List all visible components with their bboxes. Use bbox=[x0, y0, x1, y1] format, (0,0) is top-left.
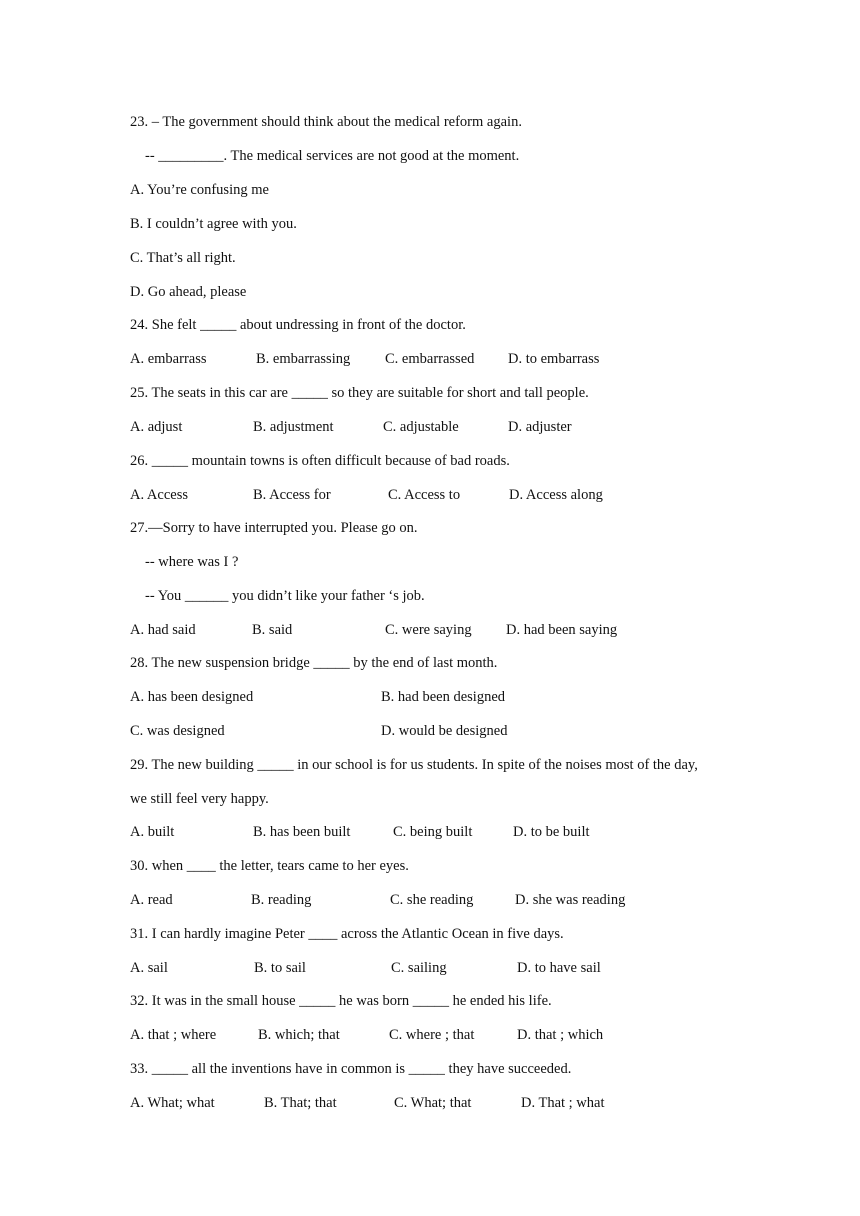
question-32-stem: 32. It was in the small house _____ he was born _____ he ended his life. bbox=[130, 993, 552, 1009]
question-23-reply: -- _________. The medical services are not good at the moment. bbox=[145, 148, 520, 164]
question-32-option-a: A. that ; where bbox=[130, 1027, 217, 1043]
question-24-stem: 24. She felt _____ about undressing in front of the doctor. bbox=[130, 317, 466, 333]
question-28-option-c: C. was designed bbox=[130, 723, 225, 739]
question-23-stem: 23. – The government should think about the medical reform again. bbox=[130, 114, 522, 130]
question-26-stem: 26. _____ mountain towns is often difficult because of bad roads. bbox=[130, 453, 510, 469]
question-26-option-d: D. Access along bbox=[509, 487, 603, 503]
question-24-option-b: B. embarrassing bbox=[256, 351, 351, 367]
question-23-option-a: A. You’re confusing me bbox=[130, 182, 269, 198]
question-27-stem: 27.—Sorry to have interrupted you. Please go on. bbox=[130, 520, 418, 536]
question-25-option-b: B. adjustment bbox=[253, 419, 334, 435]
question-26-option-b: B. Access for bbox=[253, 487, 331, 503]
question-30-option-d: D. she was reading bbox=[515, 892, 626, 908]
question-25-option-c: C. adjustable bbox=[383, 419, 459, 435]
question-23-option-d: D. Go ahead, please bbox=[130, 284, 247, 300]
question-30-option-a: A. read bbox=[130, 892, 173, 908]
question-24-option-d: D. to embarrass bbox=[508, 351, 600, 367]
question-27-line-2: -- where was I ? bbox=[145, 554, 239, 570]
question-32-option-d: D. that ; which bbox=[517, 1027, 604, 1043]
question-28-option-a: A. has been designed bbox=[130, 689, 254, 705]
question-31-option-b: B. to sail bbox=[254, 960, 306, 976]
question-23-option-b: B. I couldn’t agree with you. bbox=[130, 216, 297, 232]
question-31-stem: 31. I can hardly imagine Peter ____ across the Atlantic Ocean in five days. bbox=[130, 926, 564, 942]
question-29-option-b: B. has been built bbox=[253, 824, 351, 840]
question-27-option-d: D. had been saying bbox=[506, 622, 618, 638]
question-33-option-d: D. That ; what bbox=[521, 1095, 605, 1111]
question-24-option-c: C. embarrassed bbox=[385, 351, 475, 367]
question-28-option-b: B. had been designed bbox=[381, 689, 506, 705]
question-29-stem: 29. The new building _____ in our school is for us students. In spite of the noises most of the day, bbox=[130, 757, 698, 773]
question-24-option-a: A. embarrass bbox=[130, 351, 207, 367]
question-31-option-d: D. to have sail bbox=[517, 960, 601, 976]
question-30-option-b: B. reading bbox=[251, 892, 312, 908]
question-33-stem: 33. _____ all the inventions have in common is _____ they have succeeded. bbox=[130, 1061, 572, 1077]
question-29-option-d: D. to be built bbox=[513, 824, 590, 840]
question-28-stem: 28. The new suspension bridge _____ by the end of last month. bbox=[130, 655, 498, 671]
question-29-option-a: A. built bbox=[130, 824, 175, 840]
question-33-option-c: C. What; that bbox=[394, 1095, 472, 1111]
question-33-option-a: A. What; what bbox=[130, 1095, 215, 1111]
question-31-option-a: A. sail bbox=[130, 960, 168, 976]
question-29-option-c: C. being built bbox=[393, 824, 473, 840]
question-26-option-a: A. Access bbox=[130, 487, 188, 503]
question-32-option-c: C. where ; that bbox=[389, 1027, 475, 1043]
question-30-option-c: C. she reading bbox=[390, 892, 474, 908]
question-27-option-a: A. had said bbox=[130, 622, 196, 638]
question-25-stem: 25. The seats in this car are _____ so they are suitable for short and tall people. bbox=[130, 385, 589, 401]
question-29-stem-continued: we still feel very happy. bbox=[130, 791, 269, 807]
question-32-option-b: B. which; that bbox=[258, 1027, 340, 1043]
question-31-option-c: C. sailing bbox=[391, 960, 447, 976]
question-33-option-b: B. That; that bbox=[264, 1095, 337, 1111]
question-25-option-d: D. adjuster bbox=[508, 419, 572, 435]
question-25-option-a: A. adjust bbox=[130, 419, 183, 435]
question-27-option-c: C. were saying bbox=[385, 622, 472, 638]
question-28-option-d: D. would be designed bbox=[381, 723, 508, 739]
question-23-option-c: C. That’s all right. bbox=[130, 250, 236, 266]
question-30-stem: 30. when ____ the letter, tears came to her eyes. bbox=[130, 858, 409, 874]
question-27-option-b: B. said bbox=[252, 622, 293, 638]
question-26-option-c: C. Access to bbox=[388, 487, 461, 503]
question-27-line-3: -- You ______ you didn’t like your father ‘s job. bbox=[145, 588, 425, 604]
